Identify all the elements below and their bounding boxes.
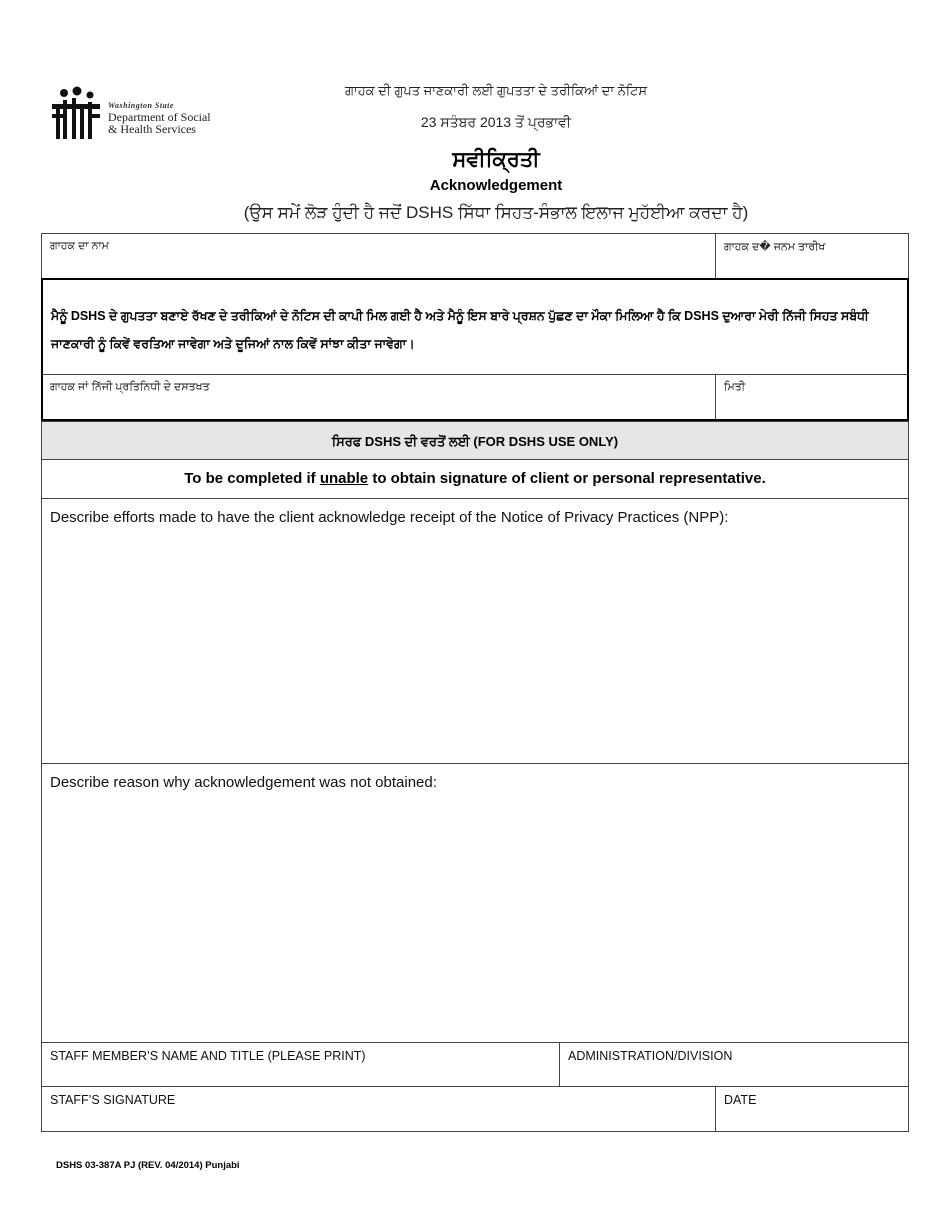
acknowledgement-text: ਮੈਨੂੰ DSHS ਦੇ ਗੁਪਤਤਾ ਬਣਾਏ ਰੱਖਣ ਦੇ ਤਰੀਕਿਆਂ ਦੇ ਨੋਟਿਸ ਦੀ ਕਾਪੀ ਮਿਲ ਗਈ ਹੈ ਅਤੇ ਮੈਨੂੰ ਇਸ ਬਾਰੇ ਪ੍ਰਸ਼ਨ ਪੁੱਛਣ ਦਾ ਮੌਕਾ ਮਿਲਿਆ ਹੈ ਕਿ DSHS ਦੁਆਰਾ ਮੇਰੀ ਨਿੱਜੀ ਸਿਹਤ ਸਬੰਧੀ ਜਾਣਕਾਰੀ ਨੂੰ ਕਿਵੇਂ ਵਰਤਿਆ ਜਾਵੇਗਾ ਅਤੇ ਦੂਜਿਆਂ ਨਾਲ ਕਿਵੇਂ ਸਾਂਝਾ ਕੀਤਾ ਜਾਵੇਗਾ। (51, 309, 869, 351)
title-english: Acknowledgement (429, 177, 563, 194)
client-date-label: ਮਿਤੀ (724, 381, 746, 393)
staff-signature-label: STAFF’S SIGNATURE (50, 1093, 176, 1107)
staff-signature-field[interactable] (41, 1086, 716, 1132)
logo-department-line2: & Health Services (108, 122, 196, 136)
unable-word: unable (319, 470, 369, 487)
title-punjabi: ਸਵੀਕ੍ਰਿਤੀ (452, 148, 540, 171)
client-dob-field[interactable] (715, 233, 909, 280)
client-name-field[interactable] (41, 233, 716, 280)
logo-department-line1: Department of Social (108, 110, 211, 124)
unable-instruction (41, 459, 909, 499)
staff-date-field[interactable] (715, 1086, 909, 1132)
form-id-footer: DSHS 03-387A PJ (REV. 04/2014) Punjabi (56, 1160, 240, 1171)
dshs-use-only-banner: ਸਿਰਫ DSHS ਦੀ ਵਰਤੋਂ ਲਈ (FOR DSHS USE ONLY) (41, 421, 909, 460)
admin-division-label: ADMINISTRATION/DIVISION (568, 1049, 733, 1063)
efforts-field[interactable] (41, 498, 909, 764)
client-signature-label: ਗਾਹਕ ਜਾਂ ਨਿੱਜੀ ਪ੍ਰਤਿਨਿਧੀ ਦੇ ਦਸਤਖਤ (50, 381, 210, 393)
efforts-label: Describe efforts made to have the client acknowledge receipt of the Notice of Privacy Practices (NPP): (50, 509, 729, 526)
client-signature-field[interactable] (43, 374, 716, 419)
effective-date: 23 ਸਤੰਬਰ 2013 ਤੋਂ ਪ੍ਰਭਾਵੀ (420, 114, 572, 130)
unable-suffix: to obtain signature of client or personal representative. (368, 470, 766, 487)
staff-name-label: STAFF MEMBER’S NAME AND TITLE (PLEASE PRINT) (50, 1049, 366, 1063)
client-date-field[interactable] (715, 374, 907, 419)
notice-title: ਗਾਹਕ ਦੀ ਗੁਪਤ ਜਾਣਕਾਰੀ ਲਈ ਗੁਪਤਤਾ ਦੇ ਤਰੀਕਿਆਂ ਦਾ ਨੋਟਿਸ (344, 83, 648, 98)
reason-label: Describe reason why acknowledgement was not obtained: (50, 774, 437, 791)
client-name-label: ਗਾਹਕ ਦਾ ਨਾਮ (50, 240, 109, 252)
client-dob-label: ਗਾਹਕ ਦ� ਜਨਮ ਤਾਰੀਖ (724, 241, 826, 253)
staff-name-field[interactable] (41, 1042, 560, 1087)
logo-state-text: Washington State (108, 101, 174, 110)
reason-field[interactable] (41, 763, 909, 1043)
subtitle: (ਉਸ ਸਮੇਂ ਲੋੜ ਹੁੰਦੀ ਹੈ ਜਦੋਂ DSHS ਸਿੱਧਾ ਸਿਹਤ-ਸੰਭਾਲ ਇਲਾਜ ਮੁਹੱਈਆ ਕਰਦਾ ਹੈ) (243, 203, 749, 222)
unable-prefix: To be completed if (184, 470, 320, 487)
staff-date-label: DATE (724, 1093, 757, 1107)
admin-division-field[interactable] (559, 1042, 909, 1087)
